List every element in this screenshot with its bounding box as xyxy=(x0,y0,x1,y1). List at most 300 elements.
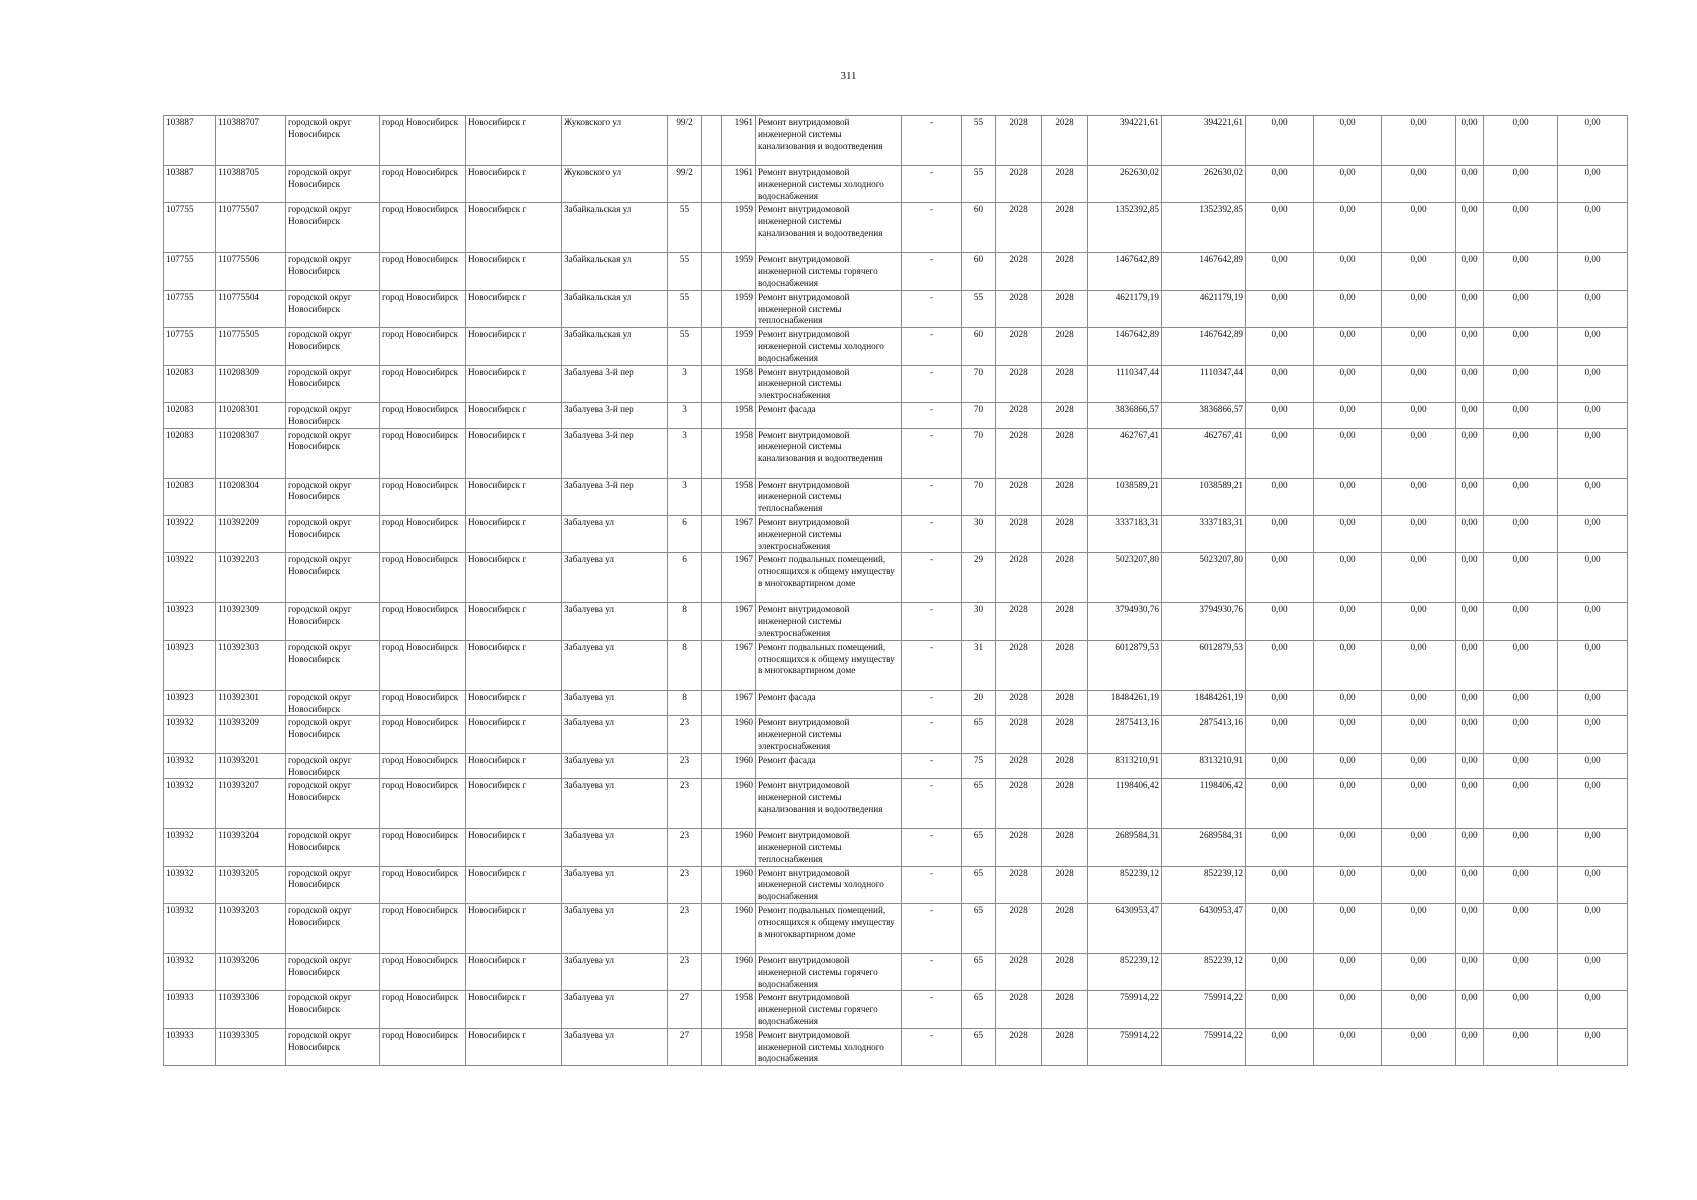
row-value-6-cell: 0,00 xyxy=(1558,690,1628,716)
row-street-cell: Забалуева ул xyxy=(562,991,668,1028)
row-street-cell: Забалуева ул xyxy=(562,753,668,779)
row-total-cell: 3337183,31 xyxy=(1162,515,1246,552)
row-city-cell: Новосибирск г xyxy=(466,640,562,690)
row-settlement-cell: город Новосибирск xyxy=(380,553,466,603)
row-code-cell: 110393306 xyxy=(216,991,286,1028)
row-id-cell: 102083 xyxy=(164,428,216,478)
row-id-cell: 103932 xyxy=(164,954,216,991)
row-work-cell: Ремонт внутридомовой инженерной системы холодного водоснабжения xyxy=(756,328,902,365)
row-dash-cell: - xyxy=(902,203,962,253)
row-value-3-cell: 0,00 xyxy=(1382,753,1456,779)
row-value-4-cell: 0,00 xyxy=(1456,116,1484,166)
row-value-4-cell: 0,00 xyxy=(1456,203,1484,253)
row-end-year-cell: 2028 xyxy=(1042,866,1088,903)
row-wear-cell: 65 xyxy=(962,991,996,1028)
row-street-cell: Жуковского ул xyxy=(562,166,668,203)
row-value-3-cell: 0,00 xyxy=(1382,553,1456,603)
row-corpus-cell xyxy=(702,290,722,327)
row-value-3-cell: 0,00 xyxy=(1382,866,1456,903)
row-settlement-cell: город Новосибирск xyxy=(380,954,466,991)
row-settlement-cell: город Новосибирск xyxy=(380,328,466,365)
row-start-year-cell: 2028 xyxy=(996,779,1042,829)
row-start-year-cell: 2028 xyxy=(996,753,1042,779)
row-corpus-cell xyxy=(702,428,722,478)
row-code-cell: 110393207 xyxy=(216,779,286,829)
row-cost-cell: 6430953,47 xyxy=(1088,904,1162,954)
row-house-cell: 99/2 xyxy=(668,166,702,203)
row-corpus-cell xyxy=(702,478,722,515)
row-start-year-cell: 2028 xyxy=(996,954,1042,991)
row-id-cell: 102083 xyxy=(164,365,216,402)
row-value-6-cell: 0,00 xyxy=(1558,290,1628,327)
row-district-cell: городской округ Новосибирск xyxy=(286,829,380,866)
row-end-year-cell: 2028 xyxy=(1042,166,1088,203)
row-value-4-cell: 0,00 xyxy=(1456,1028,1484,1065)
row-end-year-cell: 2028 xyxy=(1042,478,1088,515)
row-value-5-cell: 0,00 xyxy=(1484,954,1558,991)
row-value-4-cell: 0,00 xyxy=(1456,904,1484,954)
row-start-year-cell: 2028 xyxy=(996,402,1042,428)
row-id-cell: 103923 xyxy=(164,690,216,716)
row-city-cell: Новосибирск г xyxy=(466,365,562,402)
row-code-cell: 110393203 xyxy=(216,904,286,954)
row-value-6-cell: 0,00 xyxy=(1558,954,1628,991)
row-corpus-cell xyxy=(702,716,722,753)
row-value-3-cell: 0,00 xyxy=(1382,1028,1456,1065)
row-house-cell: 23 xyxy=(668,779,702,829)
row-year-cell: 1958 xyxy=(722,991,756,1028)
row-work-cell: Ремонт фасада xyxy=(756,753,902,779)
row-corpus-cell xyxy=(702,402,722,428)
row-code-cell: 110392301 xyxy=(216,690,286,716)
row-value-6-cell: 0,00 xyxy=(1558,328,1628,365)
row-end-year-cell: 2028 xyxy=(1042,290,1088,327)
row-value-1-cell: 0,00 xyxy=(1246,991,1314,1028)
row-work-cell: Ремонт фасада xyxy=(756,690,902,716)
row-value-3-cell: 0,00 xyxy=(1382,328,1456,365)
row-value-6-cell: 0,00 xyxy=(1558,116,1628,166)
row-value-4-cell: 0,00 xyxy=(1456,365,1484,402)
row-id-cell: 107755 xyxy=(164,203,216,253)
row-total-cell: 852239,12 xyxy=(1162,954,1246,991)
row-value-6-cell: 0,00 xyxy=(1558,428,1628,478)
row-total-cell: 1110347,44 xyxy=(1162,365,1246,402)
row-value-2-cell: 0,00 xyxy=(1314,829,1382,866)
row-corpus-cell xyxy=(702,553,722,603)
row-total-cell: 1038589,21 xyxy=(1162,478,1246,515)
row-district-cell: городской округ Новосибирск xyxy=(286,779,380,829)
row-wear-cell: 55 xyxy=(962,116,996,166)
row-cost-cell: 1467642,89 xyxy=(1088,328,1162,365)
row-value-2-cell: 0,00 xyxy=(1314,954,1382,991)
row-dash-cell: - xyxy=(902,553,962,603)
row-id-cell: 103887 xyxy=(164,166,216,203)
row-total-cell: 852239,12 xyxy=(1162,866,1246,903)
table-row xyxy=(164,954,1628,991)
table-row xyxy=(164,716,1628,753)
row-settlement-cell: город Новосибирск xyxy=(380,116,466,166)
row-code-cell: 110393201 xyxy=(216,753,286,779)
row-city-cell: Новосибирск г xyxy=(466,515,562,552)
row-district-cell: городской округ Новосибирск xyxy=(286,954,380,991)
table-row xyxy=(164,116,1628,166)
row-id-cell: 103932 xyxy=(164,753,216,779)
row-settlement-cell: город Новосибирск xyxy=(380,203,466,253)
row-dash-cell: - xyxy=(902,478,962,515)
row-value-3-cell: 0,00 xyxy=(1382,716,1456,753)
row-corpus-cell xyxy=(702,253,722,290)
row-dash-cell: - xyxy=(902,991,962,1028)
row-code-cell: 110393206 xyxy=(216,954,286,991)
row-start-year-cell: 2028 xyxy=(996,166,1042,203)
row-street-cell: Забалуева 3-й пер xyxy=(562,365,668,402)
row-district-cell: городской округ Новосибирск xyxy=(286,365,380,402)
row-value-4-cell: 0,00 xyxy=(1456,690,1484,716)
row-value-4-cell: 0,00 xyxy=(1456,954,1484,991)
row-city-cell: Новосибирск г xyxy=(466,166,562,203)
row-street-cell: Забайкальская ул xyxy=(562,328,668,365)
row-dash-cell: - xyxy=(902,954,962,991)
row-city-cell: Новосибирск г xyxy=(466,116,562,166)
row-value-3-cell: 0,00 xyxy=(1382,478,1456,515)
row-settlement-cell: город Новосибирск xyxy=(380,166,466,203)
row-corpus-cell xyxy=(702,991,722,1028)
row-value-3-cell: 0,00 xyxy=(1382,603,1456,640)
row-city-cell: Новосибирск г xyxy=(466,866,562,903)
row-id-cell: 103932 xyxy=(164,904,216,954)
row-value-4-cell: 0,00 xyxy=(1456,753,1484,779)
row-code-cell: 110393205 xyxy=(216,866,286,903)
row-code-cell: 110392309 xyxy=(216,603,286,640)
row-settlement-cell: город Новосибирск xyxy=(380,866,466,903)
row-district-cell: городской округ Новосибирск xyxy=(286,402,380,428)
row-corpus-cell xyxy=(702,365,722,402)
row-corpus-cell xyxy=(702,954,722,991)
row-wear-cell: 29 xyxy=(962,553,996,603)
row-wear-cell: 20 xyxy=(962,690,996,716)
row-district-cell: городской округ Новосибирск xyxy=(286,716,380,753)
row-id-cell: 103933 xyxy=(164,1028,216,1065)
row-district-cell: городской округ Новосибирск xyxy=(286,515,380,552)
row-total-cell: 18484261,19 xyxy=(1162,690,1246,716)
row-value-1-cell: 0,00 xyxy=(1246,365,1314,402)
row-settlement-cell: город Новосибирск xyxy=(380,365,466,402)
row-dash-cell: - xyxy=(902,365,962,402)
row-district-cell: городской округ Новосибирск xyxy=(286,991,380,1028)
row-value-4-cell: 0,00 xyxy=(1456,328,1484,365)
row-value-6-cell: 0,00 xyxy=(1558,640,1628,690)
row-settlement-cell: город Новосибирск xyxy=(380,1028,466,1065)
row-cost-cell: 1038589,21 xyxy=(1088,478,1162,515)
row-cost-cell: 759914,22 xyxy=(1088,991,1162,1028)
row-id-cell: 103887 xyxy=(164,116,216,166)
row-end-year-cell: 2028 xyxy=(1042,640,1088,690)
row-year-cell: 1967 xyxy=(722,515,756,552)
row-cost-cell: 3337183,31 xyxy=(1088,515,1162,552)
row-start-year-cell: 2028 xyxy=(996,365,1042,402)
row-value-4-cell: 0,00 xyxy=(1456,553,1484,603)
row-value-1-cell: 0,00 xyxy=(1246,328,1314,365)
row-value-5-cell: 0,00 xyxy=(1484,1028,1558,1065)
row-district-cell: городской округ Новосибирск xyxy=(286,904,380,954)
row-district-cell: городской округ Новосибирск xyxy=(286,116,380,166)
row-end-year-cell: 2028 xyxy=(1042,716,1088,753)
row-year-cell: 1960 xyxy=(722,904,756,954)
table-row xyxy=(164,365,1628,402)
row-start-year-cell: 2028 xyxy=(996,716,1042,753)
row-id-cell: 102083 xyxy=(164,478,216,515)
row-start-year-cell: 2028 xyxy=(996,640,1042,690)
row-city-cell: Новосибирск г xyxy=(466,904,562,954)
row-end-year-cell: 2028 xyxy=(1042,515,1088,552)
table-row xyxy=(164,203,1628,253)
row-district-cell: городской округ Новосибирск xyxy=(286,1028,380,1065)
row-id-cell: 103932 xyxy=(164,866,216,903)
row-city-cell: Новосибирск г xyxy=(466,402,562,428)
row-cost-cell: 1352392,85 xyxy=(1088,203,1162,253)
row-value-5-cell: 0,00 xyxy=(1484,553,1558,603)
row-end-year-cell: 2028 xyxy=(1042,553,1088,603)
row-wear-cell: 65 xyxy=(962,954,996,991)
row-district-cell: городской округ Новосибирск xyxy=(286,203,380,253)
row-year-cell: 1961 xyxy=(722,166,756,203)
row-dash-cell: - xyxy=(902,328,962,365)
row-value-4-cell: 0,00 xyxy=(1456,603,1484,640)
row-value-1-cell: 0,00 xyxy=(1246,402,1314,428)
row-year-cell: 1960 xyxy=(722,716,756,753)
row-corpus-cell xyxy=(702,116,722,166)
row-dash-cell: - xyxy=(902,829,962,866)
row-value-5-cell: 0,00 xyxy=(1484,753,1558,779)
row-year-cell: 1967 xyxy=(722,690,756,716)
row-year-cell: 1967 xyxy=(722,603,756,640)
row-value-5-cell: 0,00 xyxy=(1484,829,1558,866)
row-wear-cell: 65 xyxy=(962,716,996,753)
row-value-4-cell: 0,00 xyxy=(1456,166,1484,203)
row-value-6-cell: 0,00 xyxy=(1558,553,1628,603)
row-city-cell: Новосибирск г xyxy=(466,328,562,365)
row-value-6-cell: 0,00 xyxy=(1558,402,1628,428)
row-value-1-cell: 0,00 xyxy=(1246,866,1314,903)
row-id-cell: 107755 xyxy=(164,328,216,365)
row-street-cell: Забалуева ул xyxy=(562,553,668,603)
row-start-year-cell: 2028 xyxy=(996,991,1042,1028)
row-value-4-cell: 0,00 xyxy=(1456,829,1484,866)
row-house-cell: 23 xyxy=(668,904,702,954)
row-value-4-cell: 0,00 xyxy=(1456,779,1484,829)
row-value-5-cell: 0,00 xyxy=(1484,116,1558,166)
row-value-5-cell: 0,00 xyxy=(1484,328,1558,365)
row-house-cell: 6 xyxy=(668,553,702,603)
row-cost-cell: 394221,61 xyxy=(1088,116,1162,166)
row-cost-cell: 4621179,19 xyxy=(1088,290,1162,327)
row-code-cell: 110392209 xyxy=(216,515,286,552)
row-cost-cell: 462767,41 xyxy=(1088,428,1162,478)
row-wear-cell: 31 xyxy=(962,640,996,690)
row-city-cell: Новосибирск г xyxy=(466,253,562,290)
row-work-cell: Ремонт внутридомовой инженерной системы электроснабжения xyxy=(756,515,902,552)
row-district-cell: городской округ Новосибирск xyxy=(286,253,380,290)
row-end-year-cell: 2028 xyxy=(1042,954,1088,991)
row-work-cell: Ремонт внутридомовой инженерной системы канализования и водоотведения xyxy=(756,428,902,478)
row-total-cell: 262630,02 xyxy=(1162,166,1246,203)
row-value-2-cell: 0,00 xyxy=(1314,478,1382,515)
table-row xyxy=(164,991,1628,1028)
row-value-1-cell: 0,00 xyxy=(1246,904,1314,954)
row-value-5-cell: 0,00 xyxy=(1484,365,1558,402)
row-id-cell: 103932 xyxy=(164,779,216,829)
row-end-year-cell: 2028 xyxy=(1042,779,1088,829)
row-cost-cell: 2875413,16 xyxy=(1088,716,1162,753)
row-value-5-cell: 0,00 xyxy=(1484,640,1558,690)
table-row xyxy=(164,904,1628,954)
row-total-cell: 759914,22 xyxy=(1162,1028,1246,1065)
row-house-cell: 6 xyxy=(668,515,702,552)
row-end-year-cell: 2028 xyxy=(1042,365,1088,402)
table-row xyxy=(164,553,1628,603)
row-end-year-cell: 2028 xyxy=(1042,402,1088,428)
row-value-5-cell: 0,00 xyxy=(1484,904,1558,954)
row-value-5-cell: 0,00 xyxy=(1484,690,1558,716)
row-id-cell: 107755 xyxy=(164,290,216,327)
table-row xyxy=(164,690,1628,716)
row-work-cell: Ремонт внутридомовой инженерной системы теплоснабжения xyxy=(756,478,902,515)
row-code-cell: 110388705 xyxy=(216,166,286,203)
row-value-4-cell: 0,00 xyxy=(1456,428,1484,478)
row-value-5-cell: 0,00 xyxy=(1484,866,1558,903)
row-dash-cell: - xyxy=(902,515,962,552)
row-id-cell: 103923 xyxy=(164,640,216,690)
row-wear-cell: 70 xyxy=(962,402,996,428)
row-dash-cell: - xyxy=(902,290,962,327)
table-row xyxy=(164,866,1628,903)
row-cost-cell: 1110347,44 xyxy=(1088,365,1162,402)
table-row xyxy=(164,640,1628,690)
row-year-cell: 1959 xyxy=(722,253,756,290)
table-row xyxy=(164,603,1628,640)
row-district-cell: городской округ Новосибирск xyxy=(286,640,380,690)
row-start-year-cell: 2028 xyxy=(996,328,1042,365)
row-year-cell: 1959 xyxy=(722,290,756,327)
row-corpus-cell xyxy=(702,829,722,866)
row-corpus-cell xyxy=(702,690,722,716)
row-dash-cell: - xyxy=(902,1028,962,1065)
row-city-cell: Новосибирск г xyxy=(466,603,562,640)
row-total-cell: 8313210,91 xyxy=(1162,753,1246,779)
row-work-cell: Ремонт внутридомовой инженерной системы горячего водоснабжения xyxy=(756,954,902,991)
row-street-cell: Забалуева 3-й пер xyxy=(562,428,668,478)
row-wear-cell: 60 xyxy=(962,253,996,290)
row-value-3-cell: 0,00 xyxy=(1382,829,1456,866)
row-value-1-cell: 0,00 xyxy=(1246,116,1314,166)
row-value-6-cell: 0,00 xyxy=(1558,203,1628,253)
row-value-5-cell: 0,00 xyxy=(1484,402,1558,428)
row-cost-cell: 3836866,57 xyxy=(1088,402,1162,428)
row-value-1-cell: 0,00 xyxy=(1246,428,1314,478)
row-value-1-cell: 0,00 xyxy=(1246,954,1314,991)
row-end-year-cell: 2028 xyxy=(1042,829,1088,866)
row-street-cell: Забалуева ул xyxy=(562,866,668,903)
row-dash-cell: - xyxy=(902,253,962,290)
row-start-year-cell: 2028 xyxy=(996,428,1042,478)
row-value-3-cell: 0,00 xyxy=(1382,779,1456,829)
row-value-2-cell: 0,00 xyxy=(1314,365,1382,402)
row-start-year-cell: 2028 xyxy=(996,904,1042,954)
row-value-2-cell: 0,00 xyxy=(1314,1028,1382,1065)
row-value-2-cell: 0,00 xyxy=(1314,328,1382,365)
row-value-3-cell: 0,00 xyxy=(1382,904,1456,954)
row-settlement-cell: город Новосибирск xyxy=(380,779,466,829)
row-id-cell: 103923 xyxy=(164,603,216,640)
row-city-cell: Новосибирск г xyxy=(466,553,562,603)
row-corpus-cell xyxy=(702,753,722,779)
row-work-cell: Ремонт внутридомовой инженерной системы канализования и водоотведения xyxy=(756,116,902,166)
row-value-5-cell: 0,00 xyxy=(1484,203,1558,253)
row-cost-cell: 852239,12 xyxy=(1088,866,1162,903)
row-wear-cell: 70 xyxy=(962,365,996,402)
row-house-cell: 8 xyxy=(668,690,702,716)
row-value-3-cell: 0,00 xyxy=(1382,428,1456,478)
row-year-cell: 1967 xyxy=(722,553,756,603)
row-corpus-cell xyxy=(702,866,722,903)
row-start-year-cell: 2028 xyxy=(996,515,1042,552)
row-corpus-cell xyxy=(702,640,722,690)
row-id-cell: 103933 xyxy=(164,991,216,1028)
row-year-cell: 1960 xyxy=(722,866,756,903)
row-house-cell: 23 xyxy=(668,716,702,753)
row-value-3-cell: 0,00 xyxy=(1382,954,1456,991)
row-street-cell: Забайкальская ул xyxy=(562,290,668,327)
row-value-3-cell: 0,00 xyxy=(1382,640,1456,690)
row-year-cell: 1960 xyxy=(722,829,756,866)
row-total-cell: 759914,22 xyxy=(1162,991,1246,1028)
row-value-2-cell: 0,00 xyxy=(1314,116,1382,166)
row-value-5-cell: 0,00 xyxy=(1484,428,1558,478)
row-value-6-cell: 0,00 xyxy=(1558,365,1628,402)
row-city-cell: Новосибирск г xyxy=(466,478,562,515)
row-corpus-cell xyxy=(702,515,722,552)
row-value-2-cell: 0,00 xyxy=(1314,753,1382,779)
row-wear-cell: 60 xyxy=(962,328,996,365)
row-work-cell: Ремонт внутридомовой инженерной системы холодного водоснабжения xyxy=(756,166,902,203)
row-start-year-cell: 2028 xyxy=(996,1028,1042,1065)
row-house-cell: 3 xyxy=(668,365,702,402)
row-dash-cell: - xyxy=(902,402,962,428)
row-city-cell: Новосибирск г xyxy=(466,203,562,253)
row-wear-cell: 30 xyxy=(962,603,996,640)
row-street-cell: Забалуева ул xyxy=(562,690,668,716)
row-value-5-cell: 0,00 xyxy=(1484,991,1558,1028)
row-settlement-cell: город Новосибирск xyxy=(380,716,466,753)
row-wear-cell: 70 xyxy=(962,478,996,515)
row-street-cell: Забалуева 3-й пер xyxy=(562,402,668,428)
row-id-cell: 102083 xyxy=(164,402,216,428)
row-total-cell: 3836866,57 xyxy=(1162,402,1246,428)
row-wear-cell: 65 xyxy=(962,829,996,866)
row-total-cell: 1467642,89 xyxy=(1162,253,1246,290)
row-work-cell: Ремонт внутридомовой инженерной системы холодного водоснабжения xyxy=(756,1028,902,1065)
row-work-cell: Ремонт внутридомовой инженерной системы горячего водоснабжения xyxy=(756,991,902,1028)
row-code-cell: 110208309 xyxy=(216,365,286,402)
row-cost-cell: 5023207,80 xyxy=(1088,553,1162,603)
row-value-6-cell: 0,00 xyxy=(1558,829,1628,866)
row-value-4-cell: 0,00 xyxy=(1456,402,1484,428)
row-city-cell: Новосибирск г xyxy=(466,779,562,829)
row-district-cell: городской округ Новосибирск xyxy=(286,753,380,779)
row-code-cell: 110393209 xyxy=(216,716,286,753)
row-value-3-cell: 0,00 xyxy=(1382,203,1456,253)
row-year-cell: 1960 xyxy=(722,954,756,991)
